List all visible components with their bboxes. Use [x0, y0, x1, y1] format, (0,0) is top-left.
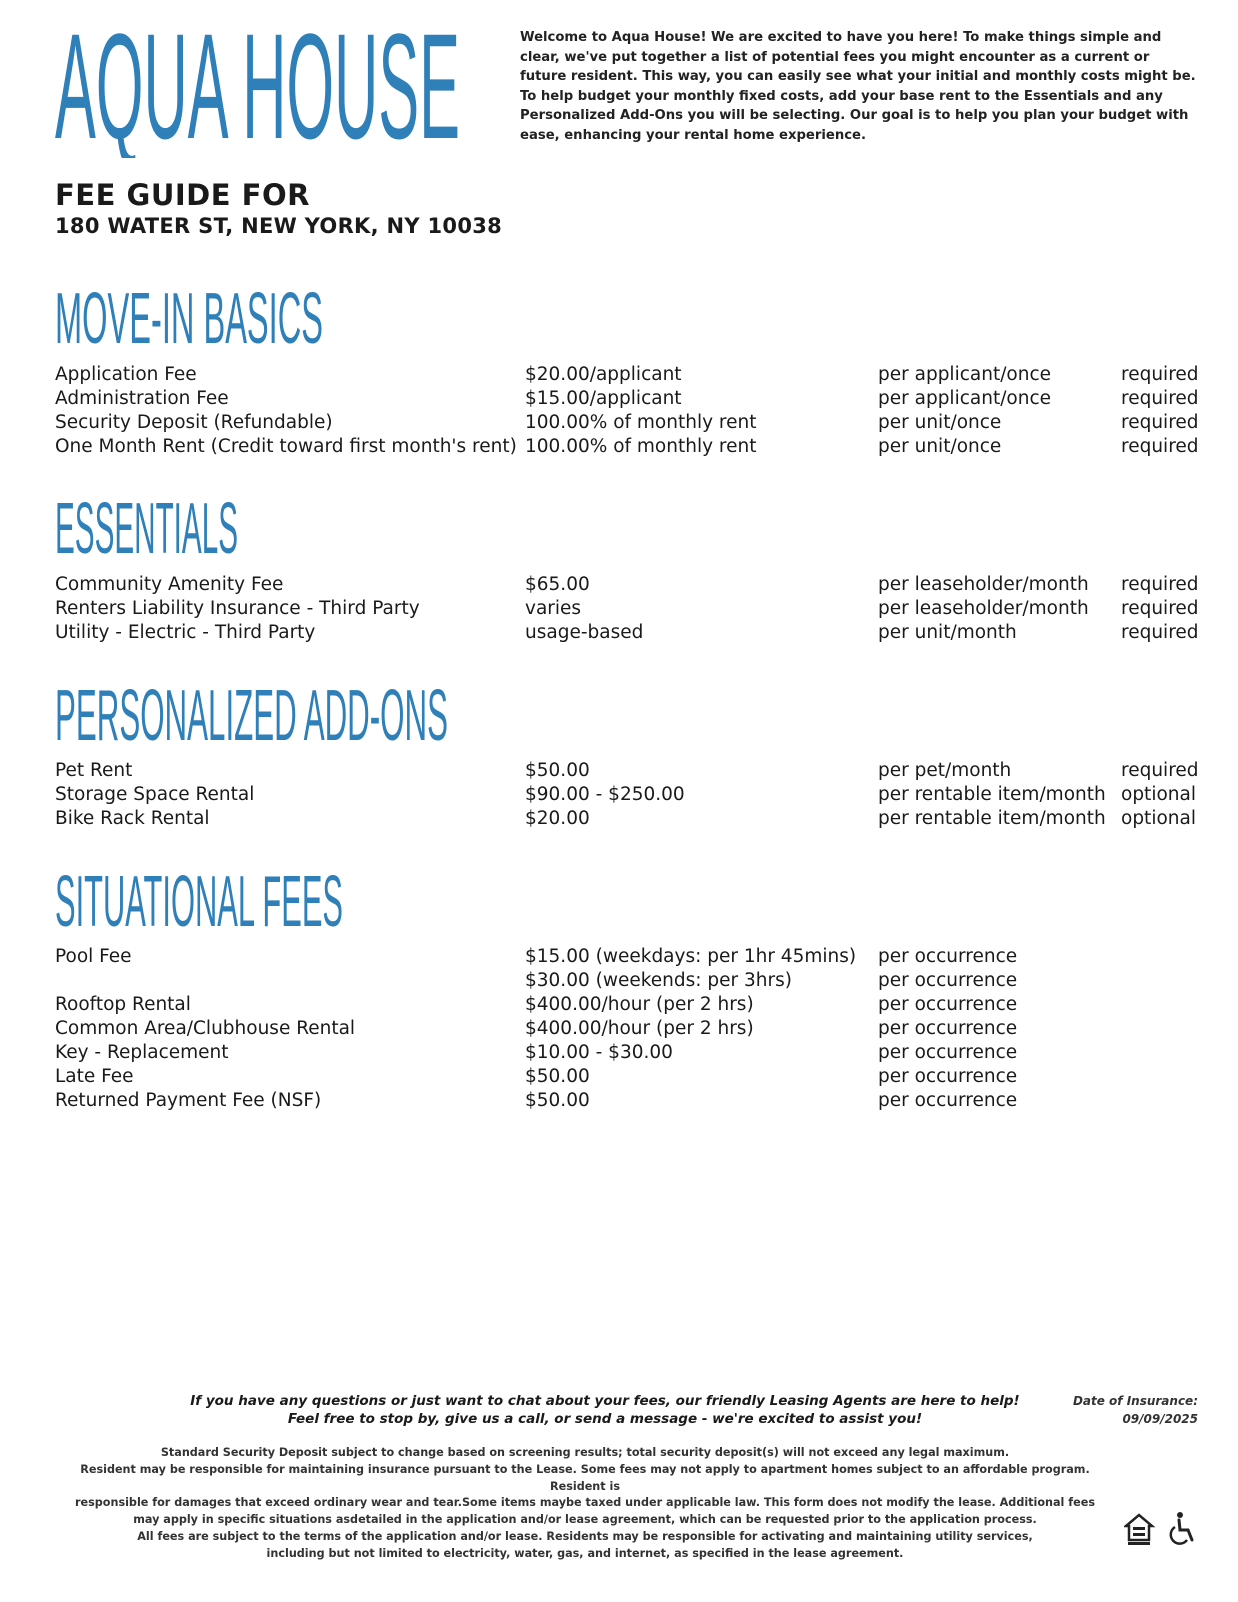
fee-frequency: per occurrence	[878, 994, 1018, 1015]
section-title-move-in-basics	[55, 285, 325, 353]
section-title-situational-fees	[55, 868, 345, 936]
fee-amount: $10.00 - $30.00	[525, 1042, 673, 1063]
fee-amount: $15.00/applicant	[525, 388, 682, 409]
fee-requirement: required	[1121, 574, 1199, 595]
fee-name: Late Fee	[55, 1066, 134, 1087]
fee-frequency: per occurrence	[878, 970, 1018, 991]
table-row	[55, 807, 1215, 831]
date-of-issuance	[1073, 1392, 1198, 1428]
fee-name: Returned Payment Fee (NSF)	[55, 1090, 322, 1111]
fee-name: Utility - Electric - Third Party	[55, 622, 316, 643]
brand-logo	[55, 18, 485, 158]
disclaimer-line: Standard Security Deposit subject to change based on screening results; total security deposit(s) will not exceed any legal maximum.	[160, 1446, 1010, 1459]
fee-amount: varies	[525, 598, 582, 619]
fee-frequency: per unit/month	[878, 622, 1017, 643]
accessibility-icon	[1171, 1512, 1192, 1544]
table-row	[55, 1065, 1215, 1089]
table-row	[55, 759, 1215, 783]
table-row	[55, 411, 1215, 435]
fee-name: Bike Rack Rental	[55, 808, 210, 829]
fee-name: Storage Space Rental	[55, 784, 255, 805]
fee-amount: 100.00% of monthly rent	[525, 436, 757, 457]
fee-frequency: per rentable item/month	[878, 784, 1106, 805]
disclaimer	[60, 1445, 1110, 1563]
contact-line: If you have any questions or just want to chat about your fees, our friendly Leasing Agents are here to help!	[190, 1393, 1020, 1409]
fee-guide-title: FEE GUIDE FOR	[55, 178, 310, 212]
fee-frequency: per occurrence	[878, 1018, 1018, 1039]
table-row	[55, 1017, 1215, 1041]
section-title-essentials	[55, 495, 240, 563]
fee-amount: $400.00/hour (per 2 hrs)	[525, 994, 754, 1015]
fee-name: Community Amenity Fee	[55, 574, 284, 595]
fee-name: One Month Rent (Credit toward first month's rent)	[55, 436, 517, 457]
section-title-text: MOVE-IN BASICS	[55, 285, 323, 353]
fee-amount: $50.00	[525, 1066, 590, 1087]
fee-frequency: per applicant/once	[878, 364, 1052, 385]
fee-requirement: required	[1121, 622, 1199, 643]
fee-name: Rooftop Rental	[55, 994, 191, 1015]
fee-requirement: required	[1121, 388, 1199, 409]
fee-amount: 100.00% of monthly rent	[525, 412, 757, 433]
fee-requirement: required	[1121, 436, 1199, 457]
property-address: 180 WATER ST, NEW YORK, NY 10038	[55, 214, 503, 238]
fee-name: Pool Fee	[55, 946, 132, 967]
disclaimer-line: Resident may be responsible for maintaining insurance pursuant to the Lease. Some fees may not apply to apartment homes subject to an affordable program. Resident is	[80, 1462, 1090, 1493]
section-situational-fees	[55, 945, 1215, 1113]
fee-amount: usage-based	[525, 622, 644, 643]
contact-line: Feel free to stop by, give us a call, or send a message - we're excited to assist you!	[287, 1411, 923, 1427]
contact-message	[130, 1392, 1080, 1428]
disclaimer-line: including but not limited to electricity, water, gas, and internet, as specified in the lease agreement.	[266, 1546, 904, 1560]
table-row	[55, 597, 1215, 621]
section-essentials	[55, 573, 1215, 645]
fee-frequency: per occurrence	[878, 1090, 1018, 1111]
section-title-text: SITUATIONAL FEES	[55, 868, 343, 936]
disclaimer-line: may apply in specific situations asdetailed in the application and/or lease agreement, which can be requested prior to the application process.	[133, 1513, 1037, 1527]
fee-amount: $65.00	[525, 574, 590, 595]
table-row	[55, 573, 1215, 597]
disclaimer-line: All fees are subject to the terms of the application and/or lease. Residents may be responsible for activating and maintaining utility services,	[137, 1529, 1033, 1543]
fee-amount: $15.00 (weekdays: per 1hr 45mins)	[525, 946, 857, 967]
footer-icons	[1124, 1510, 1204, 1550]
table-row	[55, 1089, 1215, 1113]
fee-name: Administration Fee	[55, 388, 229, 409]
table-row	[55, 435, 1215, 459]
table-row	[55, 969, 1215, 993]
fee-name: Key - Replacement	[55, 1042, 229, 1063]
fee-name: Renters Liability Insurance - Third Party	[55, 598, 420, 619]
fee-name: Common Area/Clubhouse Rental	[55, 1018, 356, 1039]
fee-frequency: per leaseholder/month	[878, 598, 1089, 619]
fee-frequency: per occurrence	[878, 1042, 1018, 1063]
section-personalized-add-ons	[55, 759, 1215, 831]
brand-name: AQUA HOUSE	[55, 18, 460, 158]
section-title-text: ESSENTIALS	[55, 495, 238, 563]
fee-amount: $50.00	[525, 760, 590, 781]
disclaimer-line: responsible for damages that exceed ordinary wear and tear.Some items maybe taxed under applicable law. This form does not modify the lease. Additional fees	[75, 1496, 1095, 1510]
section-move-in-basics	[55, 363, 1215, 459]
fee-requirement: required	[1121, 760, 1199, 781]
fee-frequency: per rentable item/month	[878, 808, 1106, 829]
fee-amount: $90.00 - $250.00	[525, 784, 685, 805]
fee-amount: $30.00 (weekends: per 3hrs)	[525, 970, 792, 991]
fee-frequency: per unit/once	[878, 436, 1002, 457]
fee-amount: $20.00/applicant	[525, 364, 682, 385]
fee-name: Pet Rent	[55, 760, 133, 781]
date-label: Date of Insurance:	[1072, 1394, 1198, 1408]
table-row	[55, 363, 1215, 387]
fee-amount: $400.00/hour (per 2 hrs)	[525, 1018, 754, 1039]
fee-requirement: optional	[1121, 808, 1196, 829]
fee-frequency: per unit/once	[878, 412, 1002, 433]
table-row	[55, 945, 1215, 969]
intro-paragraph: Welcome to Aqua House! We are excited to have you here! To make things simple and clear, we've put together a list of potential fees you might encounter as a current or future resident. This way, you can easily see what your initial and monthly costs might be. To help budget your monthly fixed costs, add your base rent to the Essentials and any Personalized Add-Ons you will be selecting. Our goal is to help you plan your budget with ease, enhancing your rental home experience.	[520, 30, 1196, 143]
fee-name: Application Fee	[55, 364, 197, 385]
fee-frequency: per leaseholder/month	[878, 574, 1089, 595]
fee-requirement: required	[1121, 364, 1199, 385]
section-title-text: PERSONALIZED ADD-ONS	[55, 682, 448, 750]
equal-housing-icon	[1126, 1515, 1152, 1545]
table-row	[55, 993, 1215, 1017]
fee-frequency: per occurrence	[878, 1066, 1018, 1087]
date-value: 09/09/2025	[1122, 1412, 1198, 1426]
fee-requirement: required	[1121, 598, 1199, 619]
table-row	[55, 621, 1215, 645]
fee-requirement: required	[1121, 412, 1199, 433]
table-row	[55, 783, 1215, 807]
fee-requirement: optional	[1121, 784, 1196, 805]
fee-guide-header	[55, 178, 502, 240]
fee-name: Security Deposit (Refundable)	[55, 412, 333, 433]
fee-amount: $20.00	[525, 808, 590, 829]
fee-frequency: per applicant/once	[878, 388, 1052, 409]
fee-frequency: per pet/month	[878, 760, 1012, 781]
fee-frequency: per occurrence	[878, 946, 1018, 967]
table-row	[55, 1041, 1215, 1065]
section-title-personalized-add-ons	[55, 682, 450, 750]
table-row	[55, 387, 1215, 411]
fee-amount: $50.00	[525, 1090, 590, 1111]
